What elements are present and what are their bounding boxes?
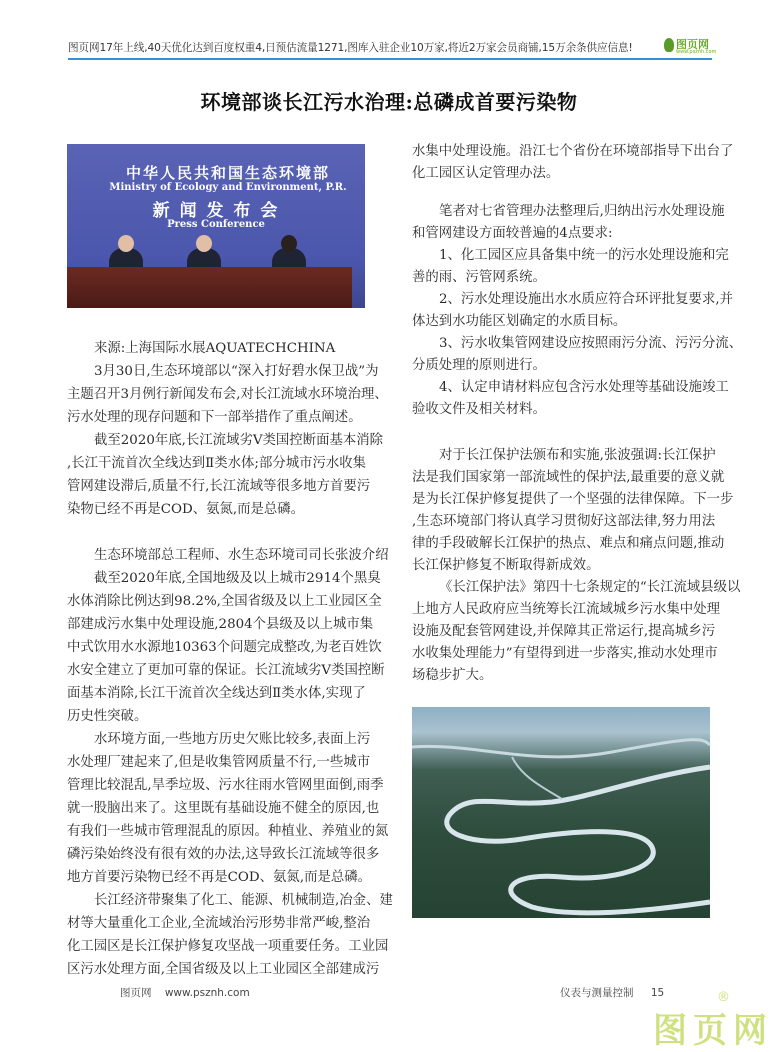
text-line: 污水处理的现存问题和下一部举措作了重点阐述。 bbox=[67, 410, 362, 425]
text-line: 化工园区认定管理办法。 bbox=[412, 166, 560, 181]
text-line: 3、污水收集管网建设应按照雨污分流、污污分流、 bbox=[439, 336, 743, 351]
text-line: 管理比较混乱,旱季垃圾、污水往雨水管网里面倒,雨季 bbox=[67, 778, 384, 793]
text-line: 生态环境部总工程师、水生态环境司司长张波介绍 bbox=[94, 548, 389, 563]
text-line: 设施及配套管网建设,并保障其正常运行,提高城乡污 bbox=[412, 624, 716, 639]
text-line: 截至2020年底,长江流域劣V类国控断面基本消除 bbox=[94, 433, 384, 448]
paragraph bbox=[67, 567, 385, 728]
logo-text: 图页网 bbox=[676, 38, 709, 51]
text-line: 历史性突破。 bbox=[67, 709, 148, 724]
text-line: 是为长江保护修复提供了一个坚强的法律保障。下一步 bbox=[412, 492, 734, 507]
paragraph bbox=[67, 728, 389, 889]
paragraph bbox=[412, 289, 733, 333]
paragraph-gap bbox=[67, 521, 365, 544]
text-line: 和管网建设方面较普遍的4点要求: bbox=[412, 226, 613, 241]
banner-text: 图页网17年上线,40天优化达到百度权重4,日预估流量1271,图库入驻企业10万家,将近2万家会员商铺,15万余条供应信息! bbox=[68, 42, 633, 54]
text-line: 长江经济带聚集了化工、能源、机械制造,冶金、建 bbox=[94, 893, 393, 908]
paragraph bbox=[67, 337, 365, 360]
footer-site-name: 图页网 bbox=[120, 987, 152, 999]
text-line: 场稳步扩大。 bbox=[412, 668, 493, 683]
text-line: 笔者对七省管理办法整理后,归纳出污水处理设施 bbox=[439, 204, 725, 219]
text-line: 中式饮用水水源地10363个问题完成整改,为老百姓饮 bbox=[67, 640, 382, 655]
text-line: ,生态环境部门将认真学习贯彻好这部法律,努力用法 bbox=[412, 514, 716, 529]
text-line: 水体消除比例达到98.2%,全国省级及以上工业园区全 bbox=[67, 594, 382, 609]
paragraph bbox=[412, 377, 729, 421]
text-line: 1、化工园区应具备集中统一的污水处理设施和完 bbox=[439, 248, 729, 263]
text-line: 4、认定申请材料应包含污水处理等基础设施竣工 bbox=[439, 380, 729, 395]
site-logo[interactable] bbox=[664, 36, 717, 56]
text-line: 染物已经不再是COD、氨氮,而是总磷。 bbox=[67, 502, 305, 517]
paragraph bbox=[67, 429, 384, 521]
text-line: 面基本消除,长江干流首次全线达到Ⅱ类水体,实现了 bbox=[67, 686, 366, 701]
text-line: 3月30日,生态环境部以“深入打好碧水保卫战”为 bbox=[94, 364, 379, 379]
page-number: 15 bbox=[650, 987, 665, 999]
footer-journal bbox=[560, 985, 664, 1000]
paragraph bbox=[412, 201, 725, 245]
text-line: 对于长江保护法颁布和实施,张波强调:长江保护 bbox=[439, 448, 716, 463]
text-line: 《长江保护法》第四十七条规定的“长江流域县级以 bbox=[439, 580, 741, 595]
river-aerial-photo bbox=[412, 707, 710, 918]
paragraph bbox=[412, 577, 741, 687]
paragraph bbox=[67, 360, 388, 429]
text-line: 善的雨、污管网系统。 bbox=[412, 270, 546, 285]
registered-mark: ® bbox=[717, 990, 730, 1005]
text-line: 来源:上海国际水展AQUATECHCHINA bbox=[94, 341, 336, 356]
text-line: 体达到水功能区划确定的水质目标。 bbox=[412, 314, 627, 329]
article-right-column bbox=[412, 141, 743, 687]
text-line: ,长江干流首次全线达到Ⅱ类水体;部分城市污水收集 bbox=[67, 456, 367, 471]
paragraph bbox=[412, 141, 734, 185]
paragraph bbox=[412, 333, 743, 377]
paragraph bbox=[67, 889, 393, 981]
photo-event-en: Press Conference bbox=[167, 219, 265, 230]
logo-url: www.psznh.com bbox=[676, 49, 717, 55]
text-line: 管网建设滞后,质量不行,长江流域等很多地方首要污 bbox=[67, 479, 371, 494]
text-line: 水处理厂建起来了,但是收集管网质量不行,一些城市 bbox=[67, 755, 371, 770]
paragraph-gap bbox=[412, 185, 710, 201]
text-line: 材等大量重化工企业,全流域治污形势非常严峻,整治 bbox=[67, 916, 371, 931]
photo-banner-en: Ministry of Ecology and Environment, P.R. bbox=[109, 182, 347, 193]
article-left-column bbox=[67, 337, 393, 981]
site-banner bbox=[68, 38, 717, 60]
article-title: 环境部谈长江污水治理:总磷成首要污染物 bbox=[200, 90, 578, 114]
press-conference-photo bbox=[67, 144, 365, 308]
text-line: 主题召开3月例行新闻发布会,对长江流域水环境治理、 bbox=[67, 387, 388, 402]
text-line: 就一股脑出来了。这里既有基础设施不健全的原因,也 bbox=[67, 801, 380, 816]
text-line: 上地方人民政府应当统筹长江流域城乡污水集中处理 bbox=[412, 602, 720, 617]
text-line: 磷污染始终没有很有效的办法,这导致长江流域等很多 bbox=[67, 847, 380, 862]
text-line: 水集中处理设施。沿江七个省份在环境部指导下出台了 bbox=[412, 144, 734, 159]
text-line: 律的手段破解长江保护的热点、难点和痛点问题,推动 bbox=[412, 536, 725, 551]
paragraph bbox=[67, 544, 389, 567]
leaf-icon bbox=[664, 38, 674, 52]
text-line: 有我们一些城市管理混乱的原因。种植业、养殖业的氮 bbox=[67, 824, 389, 839]
text-line: 分质处理的原则进行。 bbox=[412, 358, 546, 373]
desk bbox=[67, 267, 352, 308]
paragraph-gap bbox=[412, 421, 710, 445]
text-line: 法是我们国家第一部流域性的保护法,最重要的意义就 bbox=[412, 470, 725, 485]
watermark-logo: 图页网 bbox=[653, 1011, 773, 1051]
text-line: 截至2020年底,全国地级及以上城市2914个黑臭 bbox=[94, 571, 381, 586]
text-line: 地方首要污染物已经不再是COD、氨氮,而是总磷。 bbox=[67, 870, 372, 885]
footer-site-url[interactable]: www.psznh.com bbox=[164, 987, 250, 999]
river-illustration bbox=[412, 707, 710, 918]
text-line: 验收文件及相关材料。 bbox=[412, 402, 546, 417]
footer-site bbox=[120, 985, 260, 1000]
text-line: 水环境方面,一些地方历史欠账比较多,表面上污 bbox=[94, 732, 371, 747]
photo-banner-cn: 中华人民共和国生态环境部 bbox=[125, 164, 330, 182]
text-line: 水收集处理能力”有望得到进一步落实,推动水处理市 bbox=[412, 646, 718, 661]
paragraph bbox=[412, 245, 729, 289]
text-line: 长江保护修复不断取得新成效。 bbox=[412, 558, 600, 573]
paragraph bbox=[412, 445, 734, 577]
text-line: 部建成污水集中处理设施,2804个县级及以上城市集 bbox=[67, 617, 374, 632]
text-line: 化工园区是长江保护修复攻坚战一项重要任务。工业园 bbox=[67, 939, 389, 954]
text-line: 2、污水处理设施出水水质应符合环评批复要求,并 bbox=[439, 292, 733, 307]
text-line: 区污水处理方面,全国省级及以上工业园区全部建成污 bbox=[67, 962, 380, 977]
photo-event-cn: 新 闻 发 布 会 bbox=[152, 201, 280, 221]
text-line: 水安全建立了更加可靠的保证。长江流域劣V类国控断 bbox=[67, 663, 385, 678]
journal-name: 仪表与测量控制 bbox=[560, 987, 634, 999]
